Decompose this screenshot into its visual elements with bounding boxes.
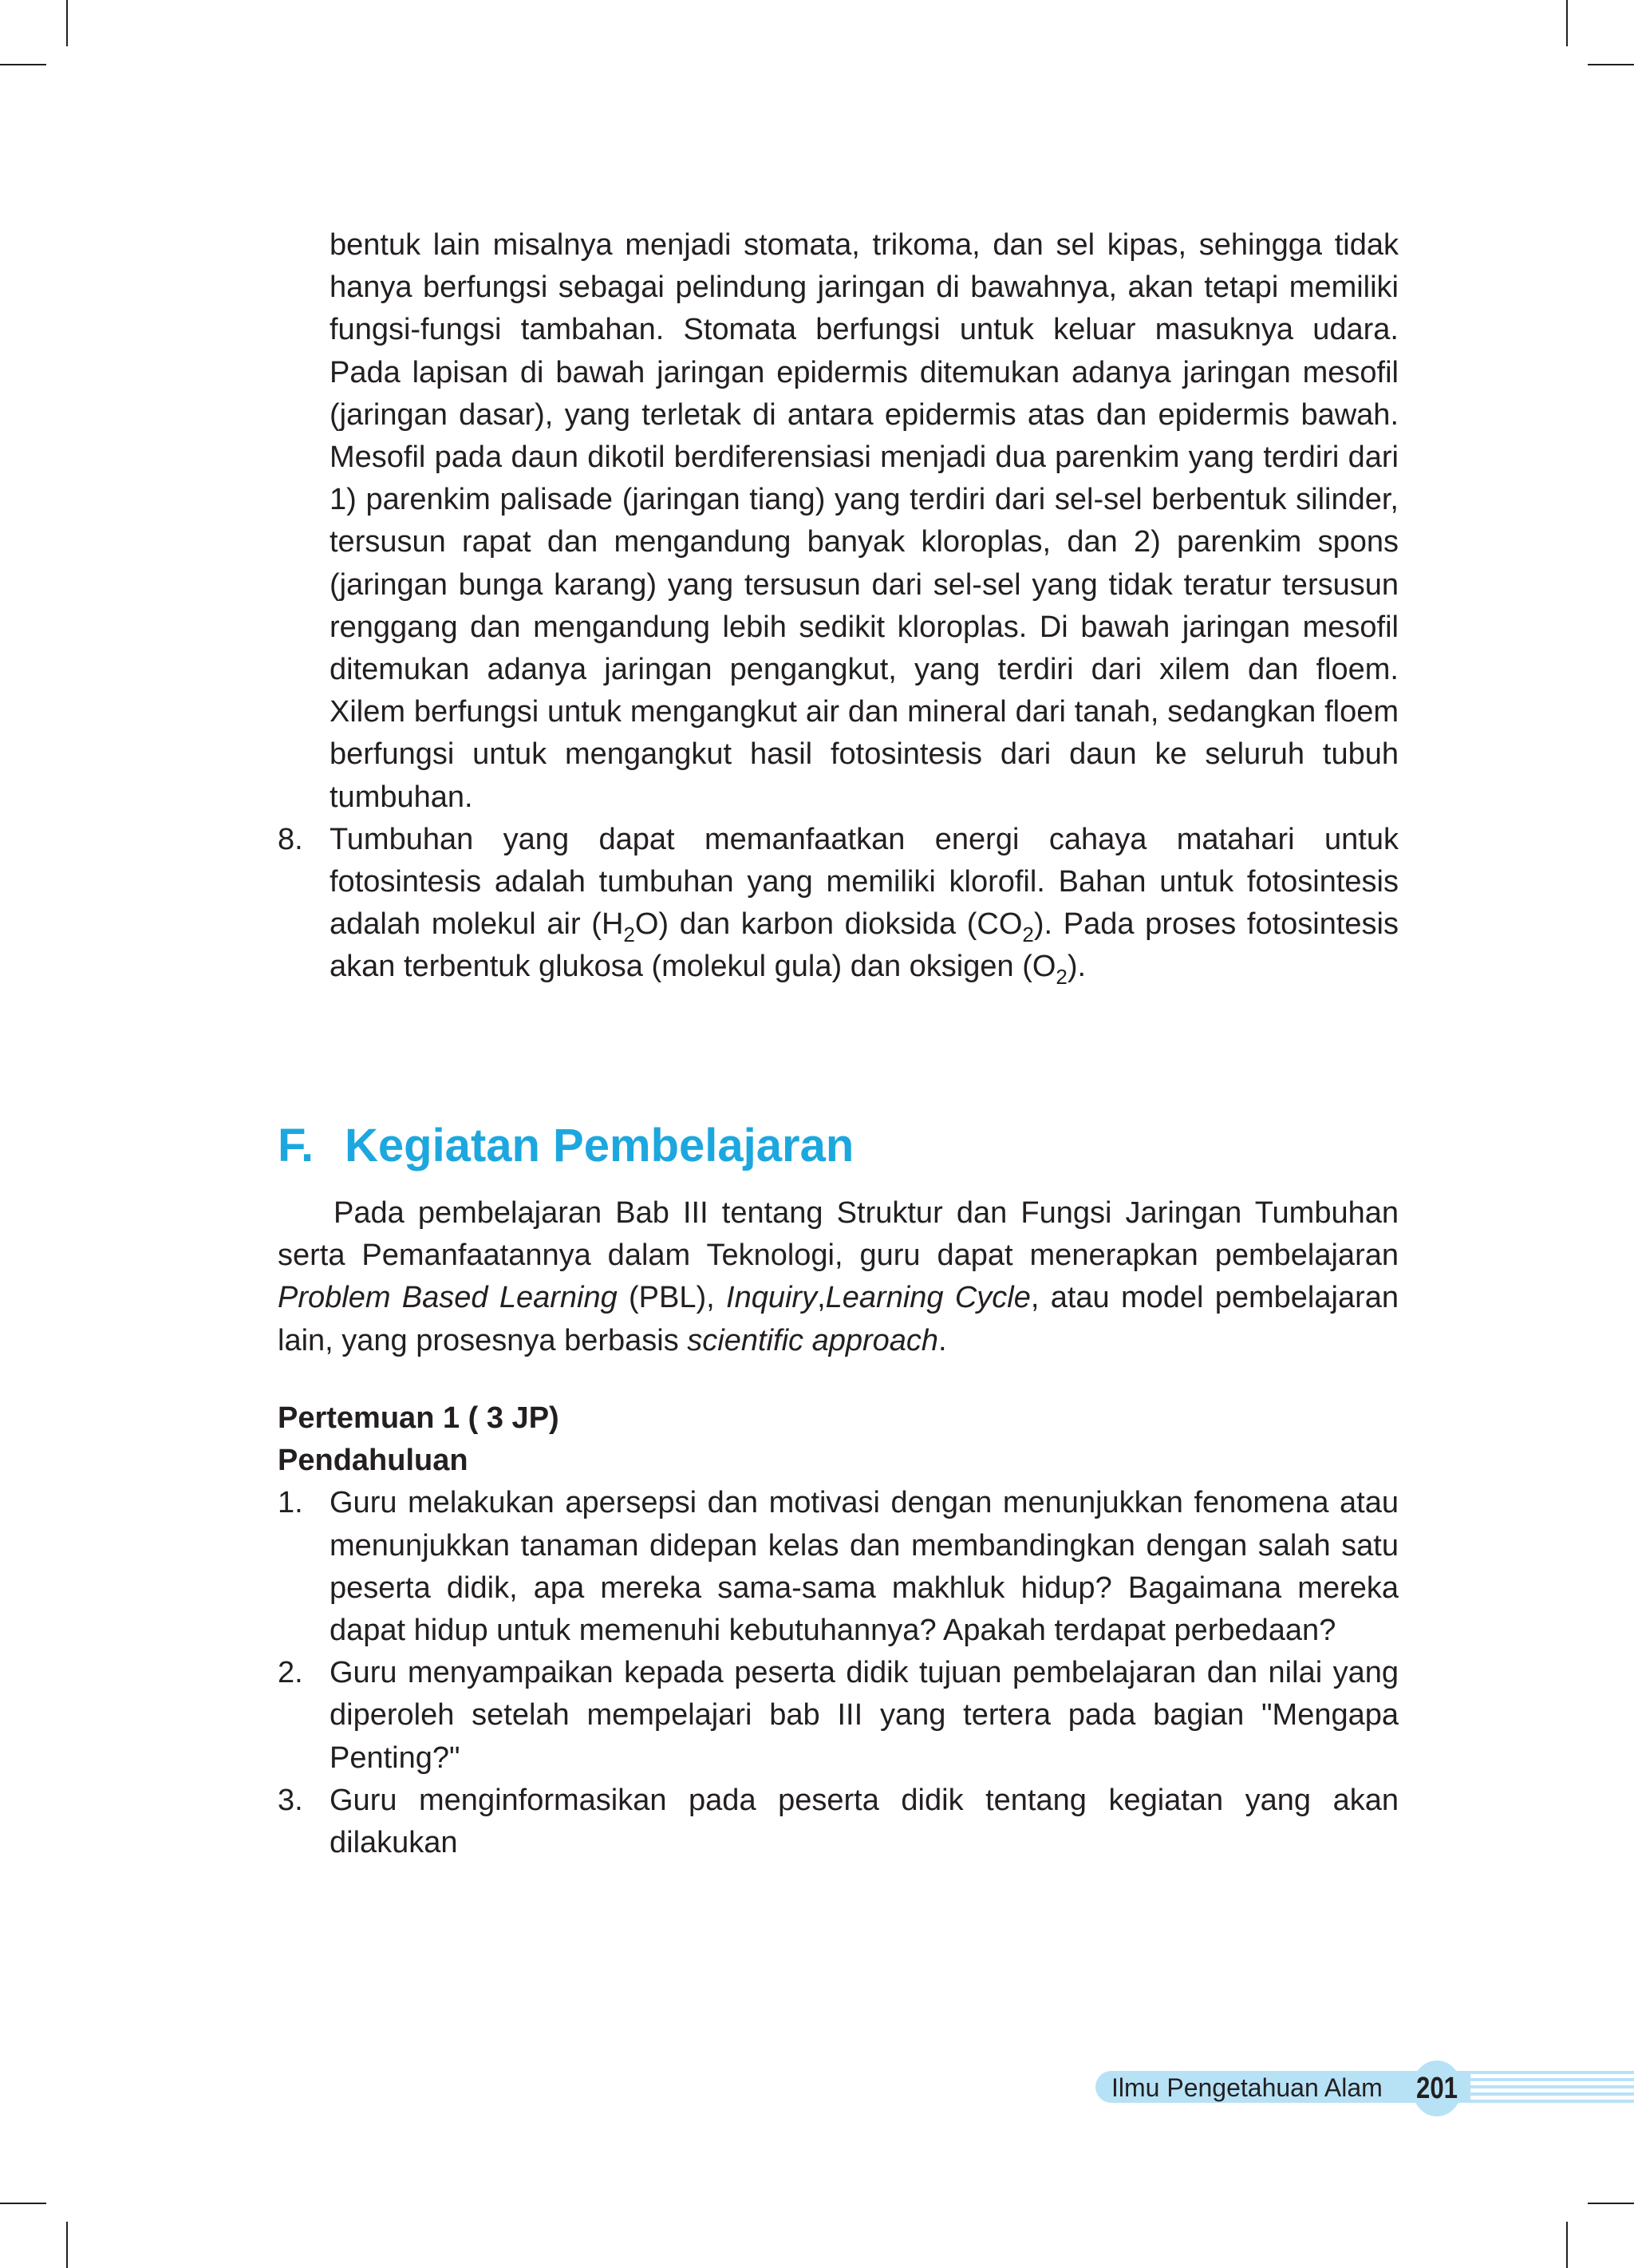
intro-paragraph: Pada pembelajaran Bab III tentang Struktur dan Fungsi Jaringan Tumbuhan serta Pemanfaatannya dalam Teknologi, guru dapat menerapkan pembelajaran Problem Based Learning (PBL), Inquiry,Learning Cycle, atau model pembelajaran lain, yang prosesnya berbasis scientific approach. xyxy=(278,1196,1399,1357)
list-item-text: Guru melakukan apersepsi dan motivasi dengan menunjukkan fenomena atau menunjukkan tanaman didepan kelas dan membandingkan dengan salah satu peserta didik, apa mereka sama-sama makhluk hidup? Bagaimana mereka dapat hidup untuk memenuhi kebutuhannya? Apakah terdapat perbedaan? xyxy=(330,1486,1399,1648)
footer-stripes xyxy=(1470,2071,1634,2103)
item-list-continued xyxy=(278,819,1399,989)
crop-mark xyxy=(1588,64,1634,65)
list-item-text: Guru menginformasikan pada peserta didik tentang kegiatan yang akan dilakukan xyxy=(330,1783,1399,1860)
paragraph: bentuk lain misalnya menjadi stomata, trikoma, dan sel kipas, sehingga tidak hanya berfungsi sebagai pelindung jaringan di bawahnya, akan tetapi memiliki fungsi-fungsi tambahan. Stomata berfungsi untuk keluar masuknya udara. Pada lapisan di bawah jaringan epidermis ditemukan adanya jaringan mesofil (jaringan dasar), yang terletak di antara epidermis atas dan epidermis bawah. Mesofil pada daun dikotil berdiferensiasi menjadi dua parenkim yang terdiri dari 1) parenkim palisade (jaringan tiang) yang terdiri dari sel-sel berbentuk silinder, tersusun rapat dan mengandung banyak kloroplas, dan 2) parenkim spons (jaringan bunga karang) yang tersusun dari sel-sel yang tidak teratur tersusun renggang dan mengandung lebih sedikit kloroplas. Di bawah jaringan mesofil ditemukan adanya jaringan pengangkut, yang terdiri dari xilem dan floem. Xilem berfungsi untuk mengangkut air dan mineral dari tanah, sedangkan floem berfungsi untuk mengangkut hasil fotosintesis dari daun ke seluruh tubuh tumbuhan. xyxy=(330,228,1399,814)
section-letter: F. xyxy=(278,1120,314,1172)
book-title: Ilmu Pengetahuan Alam xyxy=(1111,2073,1383,2102)
list-number: 3. xyxy=(278,1783,303,1817)
crop-mark xyxy=(66,0,68,46)
crop-mark xyxy=(66,2222,68,2268)
continuation-paragraph xyxy=(278,224,1399,819)
list-number: 8. xyxy=(278,822,303,856)
page-footer xyxy=(1095,2061,1572,2123)
meeting-block xyxy=(278,1397,1399,1864)
list-item-text: Guru menyampaikan kepada peserta didik tujuan pembelajaran dan nilai yang diperoleh setelah mempelajari bab III yang tertera pada bagian "Mengapa Penting?" xyxy=(330,1656,1399,1775)
list-item xyxy=(278,1780,1399,1864)
section-title: Kegiatan Pembelajaran xyxy=(345,1120,854,1172)
crop-mark xyxy=(1566,2222,1568,2268)
list-item-8: 8. Tumbuhan yang dapat memanfaatkan energi cahaya matahari untuk fotosintesis adalah tumbuhan yang memiliki klorofil. Bahan untuk fotosintesis adalah molekul air $(H_2O)$ dan karbon dioksida $(CO_2)$. Pada proses fotosintesis akan terbentuk glukosa (molekul gula) dan oksigen $(O_2)$. xyxy=(278,819,1399,989)
crop-mark xyxy=(0,2203,46,2204)
list-item xyxy=(278,1652,1399,1780)
meeting-title: Pertemuan 1 ( 3 JP) xyxy=(278,1401,559,1435)
section-heading xyxy=(278,1118,854,1174)
list-item xyxy=(278,1482,1399,1652)
crop-mark xyxy=(1588,2203,1634,2204)
body-text-top xyxy=(278,224,1399,989)
meeting-subtitle: Pendahuluan xyxy=(278,1444,468,1478)
meeting-item-list xyxy=(278,1482,1399,1864)
list-number: 1. xyxy=(278,1486,303,1520)
intro-block xyxy=(278,1192,1399,1362)
crop-mark xyxy=(0,64,46,65)
list-number: 2. xyxy=(278,1656,303,1690)
page-number: 201 xyxy=(1412,2061,1462,2116)
crop-mark xyxy=(1566,0,1568,46)
